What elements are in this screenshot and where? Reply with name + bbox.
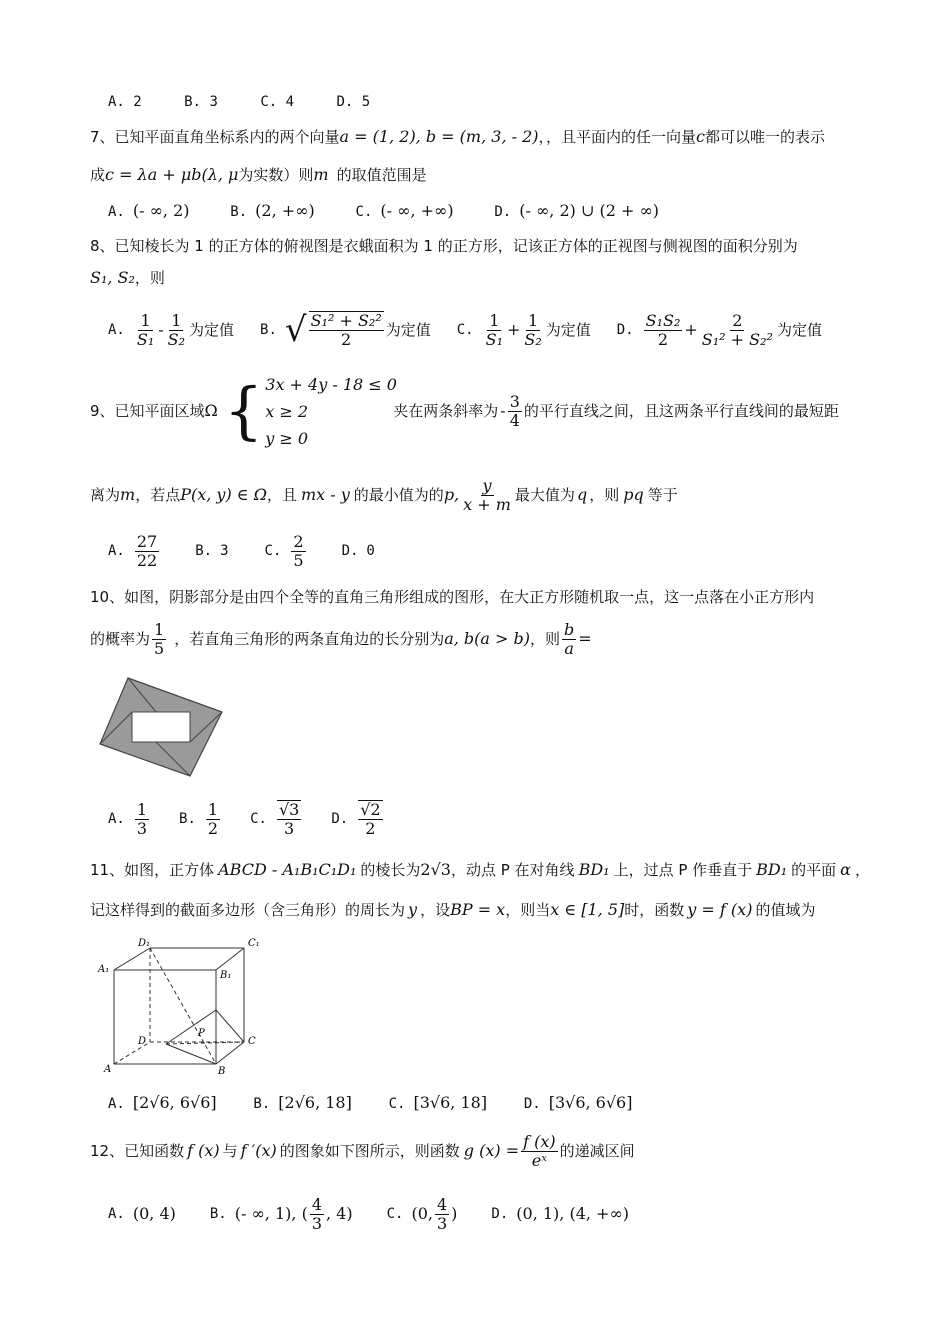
q7-option-a: (- ∞, 2)	[132, 201, 190, 220]
q12-option-b: (- ∞, 1), ( $\frac{4}{3}$ , 4)	[234, 1194, 353, 1233]
label-p: P	[198, 1028, 205, 1039]
q8-c-frac1: $\frac{1}{\text{S₁}}$	[485, 310, 503, 349]
label-a: A	[104, 1064, 112, 1075]
q8-d-frac2: $\frac{2}{\text{S₁² + S₂²}}$	[701, 310, 773, 349]
q8-c-frac2: $\frac{1}{\text{S₂}}$	[524, 310, 542, 349]
label-d1: D₁	[138, 938, 151, 949]
q12-g-frac: $\frac{f (x)}{\text{eˣ}}$	[523, 1131, 556, 1170]
left-brace-icon: {	[223, 374, 264, 447]
q8-options: A. $\frac{1}{\text{S₁}}$ - $\frac{1}{\text{S₂}}$ 为定值 B. √ $\frac{\text{S₁² + S₂²}}{2}$ 为定值 C. $\frac{1}{\text{S₁}}$ + $\frac{1}{\text{S₂}}$ 为定值 D. $\frac{\text{S₁S₂}}{2}$ + $\frac{2}{\text{S₁² + S₂²}}$ 为定值	[108, 310, 822, 350]
q10-option-a: $\frac{1}{3}$	[136, 799, 148, 838]
q6-option-d: D. 5	[336, 94, 371, 110]
q12-option-a: (0, 4)	[132, 1204, 176, 1223]
label-b: B	[218, 1066, 226, 1076]
sqrt-icon: √	[284, 310, 307, 350]
label-c1: C₁	[248, 938, 260, 949]
q9-frac: $\frac{y}{x + m}$	[463, 475, 511, 514]
q7-line2: 成c = λa + μb(λ, μ为实数）则m 的取值范围是	[90, 165, 427, 184]
q6-option-c: C. 4	[260, 94, 295, 110]
q11-option-d: [3√6, 6√6]	[548, 1093, 633, 1112]
q10-option-b: $\frac{1}{2}$	[207, 799, 219, 838]
q9-options: A. $\frac{27}{22}$ B. 3 C. $\frac{2}{5}$ D. 0	[108, 531, 375, 570]
q8-a-frac1: $\frac{1}{\text{S₁}}$	[136, 310, 155, 349]
q10-figure	[96, 674, 226, 780]
q9-option-d: 0	[366, 543, 375, 559]
label-c: C	[248, 1036, 256, 1047]
q7-option-d: (- ∞, 2) ∪ (2 + ∞)	[519, 201, 660, 220]
q9-line1: 9、已知平面区域 Ω { 3x + 4y - 18 ≤ 0 x ≥ 2 y ≥ 0 夹在两条斜率为 - $\frac{3}{4}$ 的平行直线之间，且这两条平行直线间的最短距	[90, 370, 839, 452]
q9-option-a: $\frac{27}{22}$	[136, 531, 158, 570]
q11-option-c: [3√6, 18]	[413, 1093, 488, 1112]
q10-line2: 的概率为 $\frac{1}{5}$ ，若直角三角形的两条直角边的长分别为 a, b(a > b) ，则 $\frac{b}{a}$ =	[90, 619, 592, 658]
q10-options: A. $\frac{1}{3}$ B. $\frac{1}{2}$ C. $\frac{√3}{3}$ D. $\frac{√2}{2}$	[108, 799, 381, 838]
q6-option-a: A. 2	[108, 94, 142, 110]
label-a1: A₁	[98, 964, 110, 975]
q7-line1: 7、已知平面直角坐标系内的两个向量a = (1, 2), b = (m, 3, - 2)，，且平面内的任一向量c都可以唯一的表示	[90, 127, 826, 146]
q8-a-frac2: $\frac{1}{\text{S₂}}$	[167, 310, 186, 349]
label-d: D	[138, 1036, 147, 1047]
q11-option-b: [2√6, 18]	[278, 1093, 352, 1112]
q8-line2: S₁, S₂，则	[90, 268, 165, 287]
q10-option-c: $\frac{√3}{3}$	[278, 800, 300, 838]
q9-option-b: 3	[220, 543, 229, 559]
q10-line1: 10、如图，阴影部分是由四个全等的直角三角形组成的图形，在大正方形随机取一点，这一点落在小正方形内	[90, 588, 815, 606]
q8-b-frac: $\frac{\text{S₁² + S₂²}}{2}$	[310, 311, 382, 349]
q9-line2: 离为 m ，若点 P(x, y) ∈ Ω ，且 mx - y 的最小值为的 p, $\frac{y}{x + m}$ 最大值为 q ，则 pq 等于	[90, 475, 678, 514]
q12-options: A. (0, 4) B. (- ∞, 1), ( $\frac{4}{3}$ , 4) C. (0, $\frac{4}{3}$ ) D. (0, 1), (4, +∞)	[108, 1194, 630, 1233]
q12-line1: 12、已知函数 f (x) 与 f ′(x) 的图象如下图所示，则函数 g (x) = $\frac{f (x)}{\text{eˣ}}$ 的递减区间	[90, 1131, 635, 1170]
q11-line2: 记这样得到的截面多边形（含三角形）的周长为 y ，设BP = x，则当x ∈ [1, 5]时，函数 y = f (x) 的值域为	[90, 900, 816, 919]
label-b1: B₁	[220, 970, 232, 981]
q7-option-c: (- ∞, +∞)	[380, 201, 454, 220]
q10-option-d: $\frac{√2}{2}$	[360, 800, 381, 838]
q12-option-d: (0, 1), (4, +∞)	[516, 1204, 630, 1223]
q12-option-c: (0, $\frac{4}{3}$ )	[411, 1194, 458, 1233]
q9-option-c: $\frac{2}{5}$	[293, 531, 304, 570]
q8-line1: 8、已知棱长为 1 的正方体的俯视图是衣蛾面积为 1 的正方形，记该正方体的正视图与侧视图的面积分别为	[90, 237, 798, 255]
q11-options: A. [2√6, 6√6] B. [2√6, 18] C. [3√6, 18] D. [3√6, 6√6]	[108, 1093, 633, 1112]
q6-options	[108, 92, 370, 112]
q6-option-b: B. 3	[184, 94, 218, 110]
q9-slope: $\frac{3}{4}$	[509, 391, 520, 430]
q11-line1: 11、如图，正方体 ABCD - A₁B₁C₁D₁ 的棱长为2√3，动点 P 在对角线 BD₁ 上，过点 P 作垂直于 BD₁ 的平面 α ，	[90, 860, 870, 879]
q7-option-b: (2, +∞)	[255, 201, 315, 220]
q11-cube-figure	[92, 934, 272, 1076]
q10-ratio: $\frac{b}{a}$	[564, 619, 575, 658]
q7-options: A. (- ∞, 2) B. (2, +∞) C. (- ∞, +∞) D. (- ∞, 2) ∪ (2 + ∞)	[108, 201, 660, 220]
q10-prob: $\frac{1}{5}$	[154, 619, 165, 658]
q10-inner-square	[132, 712, 190, 742]
q11-option-a: [2√6, 6√6]	[132, 1093, 217, 1112]
q8-d-frac1: $\frac{\text{S₁S₂}}{2}$	[645, 310, 681, 349]
q9-system: 3x + 4y - 18 ≤ 0 x ≥ 2 y ≥ 0	[265, 374, 397, 448]
